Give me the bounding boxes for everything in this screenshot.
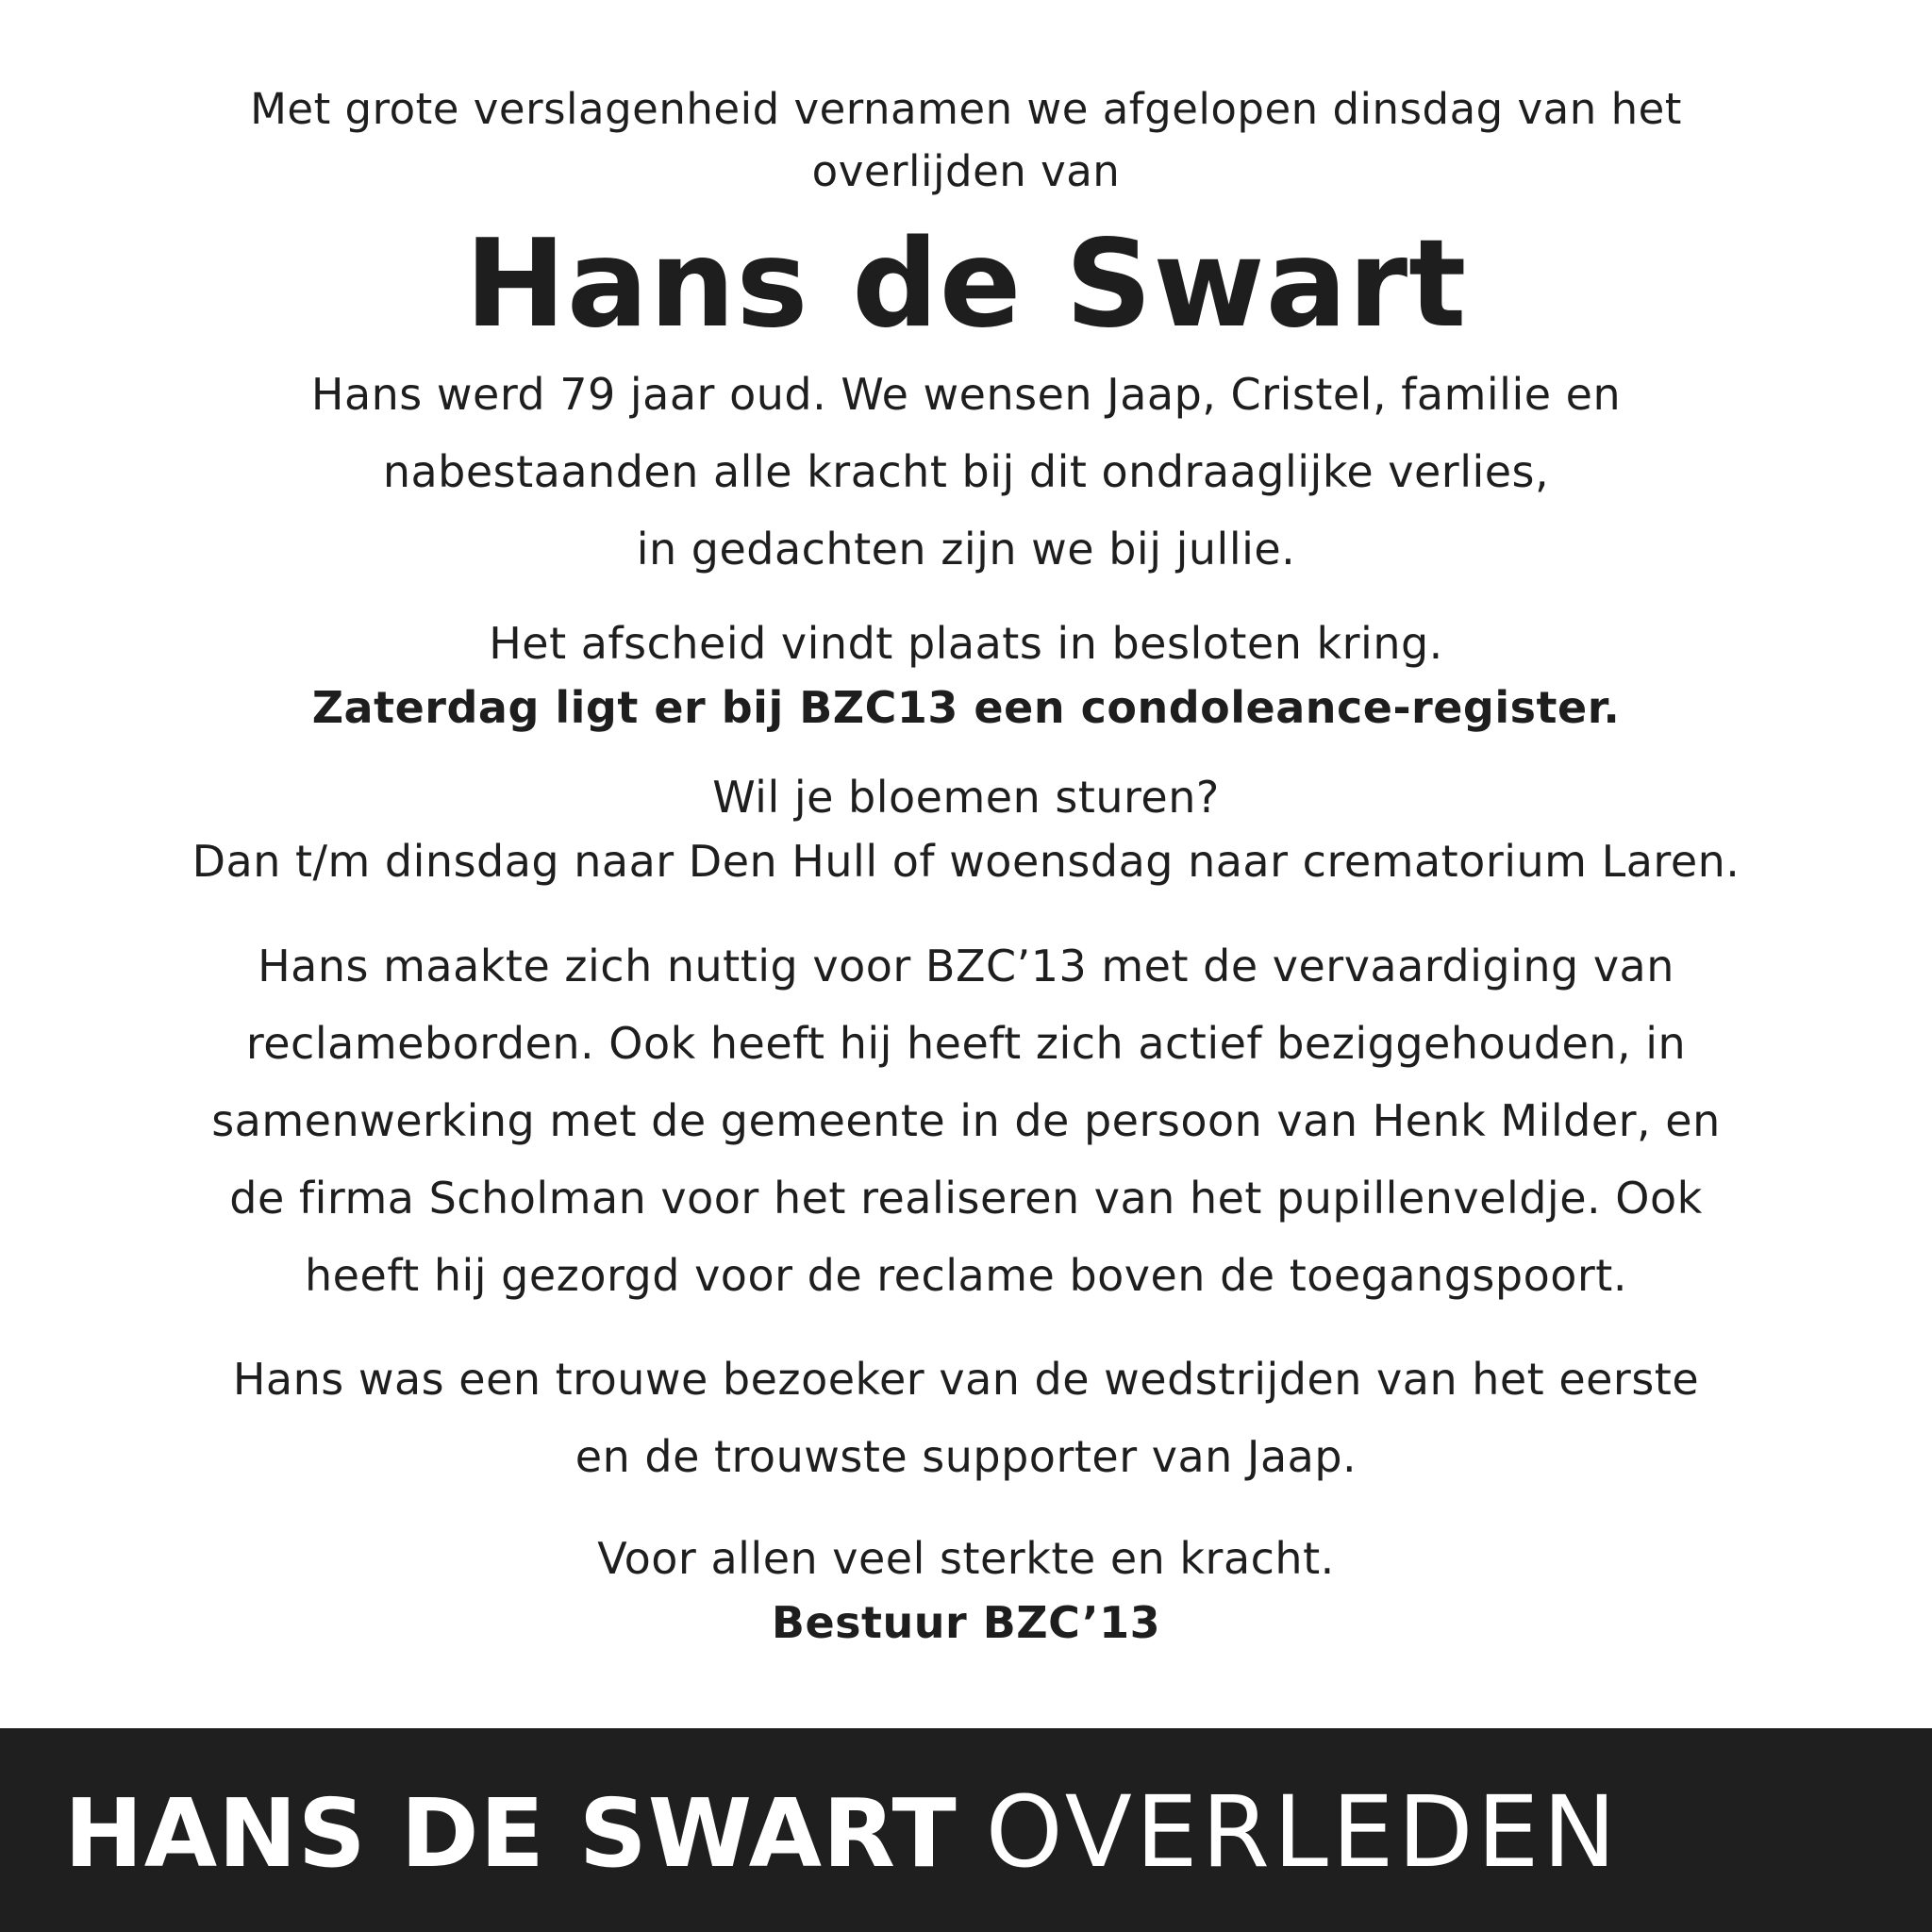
condolence-line-1: Hans werd 79 jaar oud. We wensen Jaap, Cristel, familie en [310,369,1622,420]
contribution-line-5: heeft hij gezorgd voor de reclame boven de toegangspoort. [305,1250,1627,1301]
banner-status: OVERLEDEN [985,1774,1621,1890]
intro-line-1: Met grote verslagenheid vernamen we afgelopen dinsdag van het [250,84,1682,134]
supporter-line-1: Hans was een trouwe bezoeker van de wedstrijden van het eerste [232,1354,1700,1405]
contribution-line-3: samenwerking met de gemeente in de persoon van Henk Milder, en [211,1095,1721,1146]
contribution-line-2: reclameborden. Ook heeft hij heeft zich actief beziggehouden, in [245,1018,1687,1069]
banner-name: HANS DE SWART [64,1778,958,1889]
headline-banner [0,1728,1932,1932]
flowers-line-2: Dan t/m dinsdag naar Den Hull of woensdag naar crematorium Laren. [192,836,1740,887]
signature: Bestuur BZC’13 [771,1597,1161,1648]
supporter-line-2: en de trouwste supporter van Jaap. [575,1431,1357,1482]
farewell-text: Het afscheid vindt plaats in besloten kring. [489,618,1443,669]
flowers-line-1: Wil je bloemen sturen? [712,772,1220,823]
banner-headline [64,1775,1620,1889]
condolence-line-2: nabestaanden alle kracht bij dit ondraaglijke verlies, [382,446,1550,497]
condolence-line-3: in gedachten zijn we bij jullie. [636,524,1296,575]
contribution-line-1: Hans maakte zich nuttig voor BZC’13 met de vervaardiging van [258,941,1674,991]
contribution-line-4: de firma Scholman voor het realiseren van het pupillenveldje. Ook [229,1173,1703,1224]
closing-text: Voor allen veel sterkte en kracht. [597,1533,1335,1584]
deceased-name: Hans de Swart [464,214,1468,355]
intro-line-2: overlijden van [811,146,1121,196]
register-text: Zaterdag ligt er bij BZC13 een condoleance-register. [311,682,1621,733]
